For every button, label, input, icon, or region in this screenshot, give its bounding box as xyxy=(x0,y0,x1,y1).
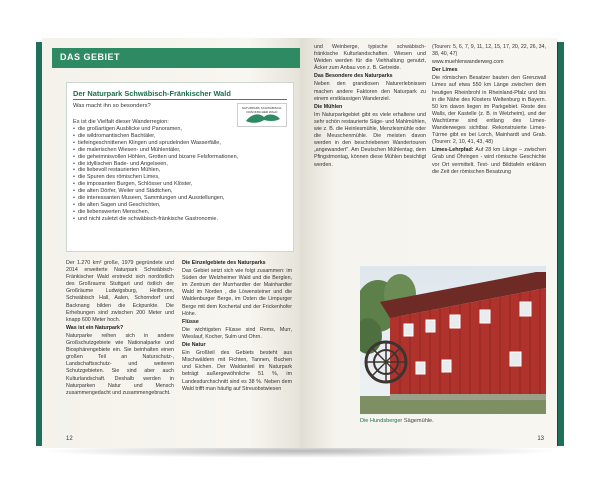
right-cover-edge xyxy=(557,42,564,446)
heading-limes: Der Limes xyxy=(432,67,458,74)
naturpark-paragraph: Naturparke reihen sich in andere Großschutzgebiete wie Nationalparke und Biosphärengebiete ein. Sie beinhalten einen großen Teil an Naturschutz-, Landschaftsschutz- und weiteren Schutzgebieten. Sie sind aber auch Kulturlandschaft. Deshalb werden in Naturparken Natur und Mensch zusammengedacht und zusammengebracht. xyxy=(66,332,174,396)
heading-muehlen: Die Mühlen xyxy=(314,103,343,110)
continued-paragraph: und Weinberge, typische schwäbisch-fränkische Kulturlandschaften. Wiesen und Weiden werden für die Viehhaltung genutzt, Äcker zum Anbau von z. B. Getreide. xyxy=(314,44,426,72)
muehlenweg-link[interactable]: www.muehlenwanderweg.com xyxy=(432,59,504,66)
list-item: • die liebenswerten Menschen, xyxy=(73,208,150,215)
caption-rest: Sägemühle. xyxy=(403,418,434,424)
besondere-paragraph: Neben den grandiosen Naturerlebnissen machen andere Faktoren den Naturpark zu einem erstklassigen Wanderziel. xyxy=(314,81,426,102)
info-box-rule xyxy=(73,99,287,100)
intro-paragraph: Der 1.270 km² große, 1979 gegründete und 2014 erweiterte Naturpark Schwäbisch-Fränkischer Wald erstreckt sich nordöstlich des Großraums Stuttgart und östlich der Großräume Ludwigsburg, Heilbronn, Schwäbisch Hall, Aalen, Schorndorf und Backnang bilden die Eckpunkte. Die Erhebungen sind zwischen 200 Meter und knapp 600 Meter hoch. xyxy=(66,260,174,323)
heading-lehrpfad: Limes-Lehrpfad: xyxy=(432,147,474,154)
section-header-bar xyxy=(52,48,300,68)
heading-besondere: Das Besondere des Naturparks xyxy=(314,73,393,80)
left-column-1 xyxy=(66,260,174,398)
leaf-logo-icon xyxy=(238,104,286,126)
list-item: • die alten Dörfer, Weiler und Städtchen, xyxy=(73,188,173,195)
page-number-left: 12 xyxy=(66,436,73,442)
heading-naturpark: Was ist ein Naturpark? xyxy=(66,324,124,331)
right-column-1 xyxy=(314,44,426,170)
list-item: • die liebevoll restaurierten Mühlen, xyxy=(73,167,161,174)
page-number-right: 13 xyxy=(537,436,544,442)
info-box xyxy=(66,82,294,252)
heading-einzelgebiete: Die Einzelgebiete des Naturparks xyxy=(182,260,266,266)
info-box-intro: Es ist die Vielfalt dieser Wanderregion: xyxy=(73,119,169,125)
left-page xyxy=(42,38,300,448)
list-item: • die geheimnisvollen Höhlen, Grotten und bizarre Felsformationen, xyxy=(73,153,239,160)
right-column-2 xyxy=(432,44,546,177)
heading-natur: Die Natur xyxy=(182,342,206,349)
list-item: • die großartigen Ausblicke und Panoramen, xyxy=(73,126,182,132)
list-item: • die idyllischen Bade- und Angelseen, xyxy=(73,160,168,167)
highlights-list xyxy=(73,126,238,223)
info-box-question: Was macht ihn so besonders? xyxy=(73,103,151,109)
section-title: DAS GEBIET xyxy=(60,52,121,62)
muehlen-paragraph: Im Naturparkgebiet gibt es viele erhaltene und sehr schön restaurierte Säge- und Mahlmühlen, wie z. B. die Heinlesmühle, Menzlesmühle oder die Meuschenmühle. Die meisten davon werden in den beschriebenen Wandertouren „angewandert". Am Deutschen Mühlentag, dem Pfingstmontag, können diese Mühlen besichtigt werden. xyxy=(314,111,426,168)
list-item: • die alten Sagen und Geschichten, xyxy=(73,201,161,208)
mill-photo xyxy=(360,266,546,414)
heading-fluesse: Flüsse xyxy=(182,318,199,325)
list-item: • die wildromantischen Bachtäler, xyxy=(73,132,156,139)
list-item: • und nicht zuletzt die schwäbisch-fränkische Gastronomie. xyxy=(73,215,219,222)
open-book xyxy=(36,38,564,450)
list-item: • die imposanten Burgen, Schlösser und Klöster, xyxy=(73,181,193,188)
limes-paragraph: Die römischen Besatzer bauten den Grenzwall Limes auf etwa 550 km Länge zwischen dem heutigen Rheinbrohl in Rheinland-Pfalz und bis in die Nähe des Klosters Weltenburg in Bayern. 50 km davon liegen im Parkgebiet. Reste des Walls, der Kastelle (z. B. in Welzheim), und der Wachtürme sind entlang des Limes-Wanderweges sichtbar. Rekonstruierte Limes-Türme gibt es bei Lorch, Mainhardt und Grab. (Touren: 2, 10, 41, 43, 48) xyxy=(432,75,546,146)
caption-place: Die Hundsberger xyxy=(360,418,403,424)
mill-photo-illustration xyxy=(360,266,546,414)
fluesse-paragraph: Die wichtigsten Flüsse sind Rems, Murr, Wieslauf, Kocher, Sulm und Ohrn. xyxy=(182,326,292,340)
natur-paragraph: Ein Großteil des Gebiets besteht aus Mischwäldern mit Fichten, Tannen, Buchen und Eichen. Der Waldanteil im Naturpark beträgt außergewöhnliche 51 %, im Landesdurchschnitt sind es 38 %. Neben dem Wald trifft man häufig auf Streuobstwiesen xyxy=(182,350,292,392)
right-page xyxy=(300,38,558,448)
einzelgebiete-paragraph: Das Gebiet setzt sich wie folgt zusammen: im Süden der Welzheimer Wald und die Berglen, im Zentrum der Murrhardter der Mainhardter Wald im Norden , die Löwensteiner und die Waldenburger Berge, im Osten die Limpurger Berge mit dem Kochertal und der Frickenhofer Höhe. xyxy=(182,268,292,317)
photo-caption xyxy=(360,418,434,424)
left-column-2 xyxy=(182,260,292,394)
list-item: • die Spuren des römischen Limes, xyxy=(73,174,160,181)
list-item: • tiefeingeschnittenen Klingen und sprudelnden Wasserfälle, xyxy=(73,139,221,146)
naturpark-logo xyxy=(237,103,287,127)
list-item: • die interessanten Museen, Sammlungen und Ausstellungen, xyxy=(73,195,225,202)
info-box-title: Der Naturpark Schwäbisch-Fränkischer Wald xyxy=(73,89,231,98)
lehrpfad-paragraph: Limes-Lehrpfad: Auf 28 km Länge – zwischen Grab und Öhringen - wird römische Geschichte vor Ort vermittelt. Text- und Bildtafeln erklären die Zeit der römischen Besatzung xyxy=(432,147,546,175)
logo-text: NATURPARK SCHWÄBISCH-FRÄNKISCHER WALD xyxy=(241,106,283,114)
touren-list: (Touren: 5, 6, 7, 9, 11, 12, 15, 17, 20, 22, 26, 34, 38, 40, 47) xyxy=(432,44,546,58)
list-item: • die malerischen Wiesen- und Mühlentäler, xyxy=(73,146,181,153)
